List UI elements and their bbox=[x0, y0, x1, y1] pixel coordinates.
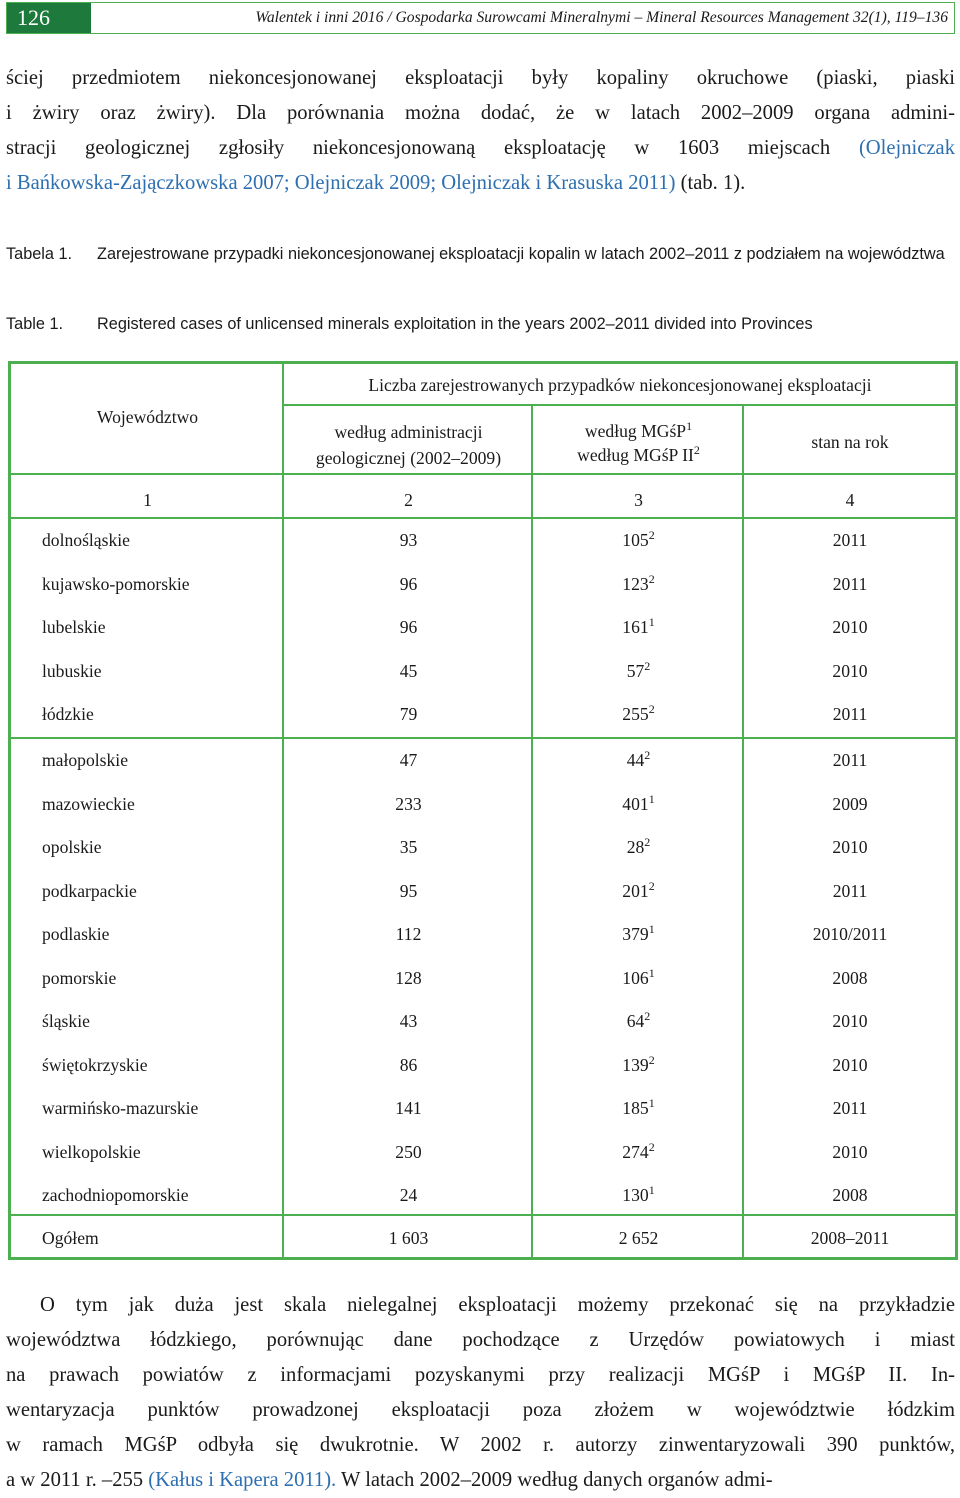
citation-link[interactable]: (Kałus i Kapera 2011). bbox=[148, 1469, 337, 1491]
header-admin-line: geologicznej (2002–2009) bbox=[315, 448, 502, 468]
column-number: 2 bbox=[404, 490, 413, 510]
footnote-marker: 1 bbox=[648, 792, 655, 806]
admin-count: 47 bbox=[399, 750, 418, 770]
caption-text: Zarejestrowane przypadki niekoncesjonowanej eksploatacji kopalin w latach 2002–2011 z podziałem na województwa bbox=[97, 245, 945, 263]
footnote-marker: 2 bbox=[648, 879, 655, 893]
outro-line: w ramach MGśP odbyła się dwukrotnie. W 2002 r. autorzy zinwentaryzowali 390 punktów, bbox=[6, 1434, 955, 1456]
admin-count: 233 bbox=[395, 794, 422, 814]
status-year: 2010 bbox=[832, 661, 868, 681]
admin-count: 128 bbox=[395, 968, 422, 988]
admin-count: 250 bbox=[395, 1142, 422, 1162]
mgsp-count bbox=[533, 530, 744, 551]
status-year: 2010 bbox=[832, 837, 868, 857]
province-name: mazowieckie bbox=[42, 794, 135, 814]
admin-count: 1 603 bbox=[388, 1228, 429, 1248]
table-row bbox=[11, 914, 956, 957]
province-name: warmińsko-mazurskie bbox=[42, 1098, 199, 1118]
table-row bbox=[11, 694, 956, 737]
column-number: 1 bbox=[143, 490, 152, 510]
mgsp-count bbox=[533, 794, 744, 815]
footnote-marker: 1 bbox=[648, 1096, 655, 1110]
header-admin-line: według administracji bbox=[334, 422, 483, 442]
header-mgsp-text: według MGśP II bbox=[577, 445, 694, 465]
mgsp-count bbox=[533, 661, 744, 682]
province-name: lubelskie bbox=[42, 617, 106, 637]
mgsp-value: 57 bbox=[626, 661, 645, 681]
mgsp-value: 379 bbox=[622, 924, 649, 944]
header-admin bbox=[284, 419, 533, 471]
table-row bbox=[11, 1175, 956, 1218]
mgsp-count bbox=[533, 1055, 744, 1076]
table-row bbox=[11, 1132, 956, 1175]
footnote-marker: 2 bbox=[648, 572, 655, 586]
footnote-marker: 2 bbox=[644, 748, 651, 762]
mgsp-value: 185 bbox=[622, 1098, 649, 1118]
table-caption-en bbox=[6, 311, 955, 341]
mgsp-count bbox=[533, 968, 744, 989]
intro-line bbox=[6, 166, 955, 201]
caption-text: Registered cases of unlicensed minerals exploitation in the years 2002–2011 divided into Provinces bbox=[97, 315, 813, 333]
province-name: kujawsko-pomorskie bbox=[42, 574, 190, 594]
status-year: 2011 bbox=[832, 530, 868, 550]
status-year: 2011 bbox=[832, 750, 868, 770]
status-year: 2010/2011 bbox=[812, 924, 888, 944]
table-divider bbox=[284, 404, 955, 406]
mgsp-count bbox=[533, 1142, 744, 1163]
footnote-marker: 2 bbox=[648, 1140, 655, 1154]
mgsp-value: 201 bbox=[622, 881, 649, 901]
footnote-marker: 2 bbox=[648, 528, 655, 542]
province-name: zachodniopomorskie bbox=[42, 1185, 189, 1205]
column-number: 3 bbox=[634, 490, 643, 510]
status-year: 2009 bbox=[832, 794, 868, 814]
province-name: opolskie bbox=[42, 837, 102, 857]
admin-count: 95 bbox=[399, 881, 418, 901]
province-name: lubuskie bbox=[42, 661, 102, 681]
admin-count: 96 bbox=[399, 574, 418, 594]
mgsp-value: 274 bbox=[622, 1142, 649, 1162]
table-caption-pl bbox=[6, 241, 955, 301]
admin-count: 96 bbox=[399, 617, 418, 637]
mgsp-count bbox=[533, 1098, 744, 1119]
intro-line: ściej przedmiotem niekoncesjonowanej eksploatacji były kopaliny okruchowe (piaski, piaski bbox=[6, 67, 955, 89]
mgsp-count bbox=[533, 574, 744, 595]
header-mgsp-line bbox=[533, 419, 744, 443]
citation-link[interactable]: (Olejniczak bbox=[858, 137, 955, 159]
province-name: dolnośląskie bbox=[42, 530, 130, 550]
province-name: Ogółem bbox=[42, 1228, 99, 1248]
mgsp-value: 401 bbox=[622, 794, 649, 814]
running-title: Walentek i inni 2016 / Gospodarka Surowcami Mineralnymi – Mineral Resources Management 32(1), 119–136 bbox=[255, 9, 948, 26]
province-name: śląskie bbox=[42, 1011, 90, 1031]
admin-count: 112 bbox=[395, 924, 422, 944]
mgsp-value: 44 bbox=[626, 750, 645, 770]
table-row bbox=[11, 1088, 956, 1131]
table-row bbox=[11, 564, 956, 607]
column-number: 4 bbox=[845, 490, 855, 510]
intro-paragraph bbox=[6, 61, 955, 201]
mgsp-value: 161 bbox=[622, 617, 649, 637]
header-province: Województwo bbox=[96, 407, 199, 427]
admin-count: 93 bbox=[399, 530, 418, 550]
admin-count: 35 bbox=[399, 837, 418, 857]
table-row bbox=[11, 520, 956, 563]
footnote-marker: 1 bbox=[648, 966, 655, 980]
admin-count: 86 bbox=[399, 1055, 418, 1075]
admin-count: 79 bbox=[399, 704, 418, 724]
province-name: wielkopolskie bbox=[42, 1142, 141, 1162]
table-row bbox=[11, 871, 956, 914]
header-mgsp-line bbox=[533, 443, 744, 467]
mgsp-value: 64 bbox=[626, 1011, 645, 1031]
outro-line: wentaryzacja punktów prowadzonej eksploatacji poza złożem w województwie łódzkim bbox=[6, 1399, 955, 1421]
caption-label: Tabela 1. bbox=[6, 245, 73, 263]
mgsp-value: 106 bbox=[622, 968, 649, 988]
page-number: 126 bbox=[7, 3, 91, 33]
status-year: 2011 bbox=[832, 574, 868, 594]
mgsp-value: 105 bbox=[622, 530, 649, 550]
footnote-marker: 2 bbox=[648, 702, 655, 716]
intro-line: i żwiry oraz żwiry). Dla porównania można dodać, że w latach 2002–2009 organa admini- bbox=[6, 102, 955, 124]
outro-line: województwa łódzkiego, porównując dane pochodzące z Urzędów powiatowych i miast bbox=[6, 1329, 955, 1351]
footnote-marker: 1 bbox=[648, 615, 655, 629]
outro-text: W latach 2002–2009 według danych organów admi- bbox=[336, 1469, 773, 1491]
table-row bbox=[11, 607, 956, 650]
header-year: stan na rok bbox=[811, 432, 889, 452]
outro-text: a w 2011 r. –255 bbox=[6, 1469, 149, 1491]
footnote-marker: 2 bbox=[693, 443, 700, 457]
data-table bbox=[8, 361, 958, 1260]
admin-count: 45 bbox=[399, 661, 418, 681]
caption-label: Table 1. bbox=[6, 315, 64, 333]
province-name: małopolskie bbox=[42, 750, 129, 770]
outro-line: na prawach powiatów z informacjami pozyskanymi przy realizacji MGśP i MGśP II. In- bbox=[6, 1364, 955, 1386]
intro-text: stracji geologicznej zgłosiły niekoncesjonowaną eksploatację w 1603 miejscach bbox=[6, 137, 859, 159]
province-name: świętokrzyskie bbox=[42, 1055, 148, 1075]
status-year: 2010 bbox=[832, 1011, 868, 1031]
outro-line bbox=[6, 1463, 955, 1498]
province-name: łódzkie bbox=[42, 704, 94, 724]
table-divider bbox=[11, 473, 955, 475]
table-row bbox=[11, 1218, 956, 1261]
header-group: Liczba zarejestrowanych przypadków niekoncesjonowanej eksploatacji bbox=[368, 375, 872, 395]
footnote-marker: 1 bbox=[648, 922, 655, 936]
mgsp-value: 123 bbox=[622, 574, 649, 594]
table-row bbox=[11, 958, 956, 1001]
table-row bbox=[11, 784, 956, 827]
mgsp-count bbox=[533, 1011, 744, 1032]
mgsp-value: 2 652 bbox=[618, 1228, 659, 1248]
admin-count: 43 bbox=[399, 1011, 418, 1031]
status-year: 2010 bbox=[832, 617, 868, 637]
table-row bbox=[11, 651, 956, 694]
header-mgsp-text: według MGśP bbox=[584, 421, 687, 441]
intro-text: (tab. 1). bbox=[675, 172, 746, 194]
status-year: 2008–2011 bbox=[810, 1228, 890, 1248]
mgsp-value: 255 bbox=[622, 704, 649, 724]
admin-count: 24 bbox=[399, 1185, 418, 1205]
header-mgsp bbox=[533, 419, 744, 467]
footnote-marker: 2 bbox=[644, 1009, 651, 1023]
status-year: 2008 bbox=[832, 1185, 868, 1205]
status-year: 2011 bbox=[832, 1098, 868, 1118]
mgsp-value: 139 bbox=[622, 1055, 649, 1075]
mgsp-count bbox=[533, 750, 744, 771]
status-year: 2008 bbox=[832, 968, 868, 988]
outro-line: O tym jak duża jest skala nielegalnej eksploatacji możemy przekonać się na przykładzie bbox=[40, 1294, 955, 1316]
mgsp-count bbox=[533, 1185, 744, 1206]
status-year: 2011 bbox=[832, 881, 868, 901]
table-row bbox=[11, 1001, 956, 1044]
status-year: 2010 bbox=[832, 1055, 868, 1075]
outro-paragraph bbox=[6, 1288, 955, 1498]
mgsp-count bbox=[533, 1228, 744, 1249]
status-year: 2010 bbox=[832, 1142, 868, 1162]
mgsp-count bbox=[533, 881, 744, 902]
province-name: podkarpackie bbox=[42, 881, 137, 901]
mgsp-count bbox=[533, 837, 744, 858]
mgsp-count bbox=[533, 617, 744, 638]
admin-count: 141 bbox=[395, 1098, 422, 1118]
mgsp-value: 28 bbox=[626, 837, 645, 857]
mgsp-value: 130 bbox=[622, 1185, 649, 1205]
citation-link[interactable]: i Bańkowska-Zajączkowska 2007; Olejniczak 2009; Olejniczak i Krasuska 2011) bbox=[6, 172, 676, 194]
intro-line bbox=[6, 131, 955, 166]
mgsp-count bbox=[533, 924, 744, 945]
mgsp-count bbox=[533, 704, 744, 725]
footnote-marker: 1 bbox=[686, 419, 693, 433]
footnote-marker: 2 bbox=[644, 835, 651, 849]
footnote-marker: 2 bbox=[644, 659, 651, 673]
footnote-marker: 1 bbox=[648, 1183, 655, 1197]
footnote-marker: 2 bbox=[648, 1053, 655, 1067]
status-year: 2011 bbox=[832, 704, 868, 724]
table-divider bbox=[11, 517, 955, 519]
table-row bbox=[11, 827, 956, 870]
province-name: podlaskie bbox=[42, 924, 110, 944]
table-row bbox=[11, 1045, 956, 1088]
province-name: pomorskie bbox=[42, 968, 117, 988]
table-row bbox=[11, 740, 956, 783]
table-divider bbox=[11, 737, 955, 739]
running-header bbox=[6, 2, 955, 34]
